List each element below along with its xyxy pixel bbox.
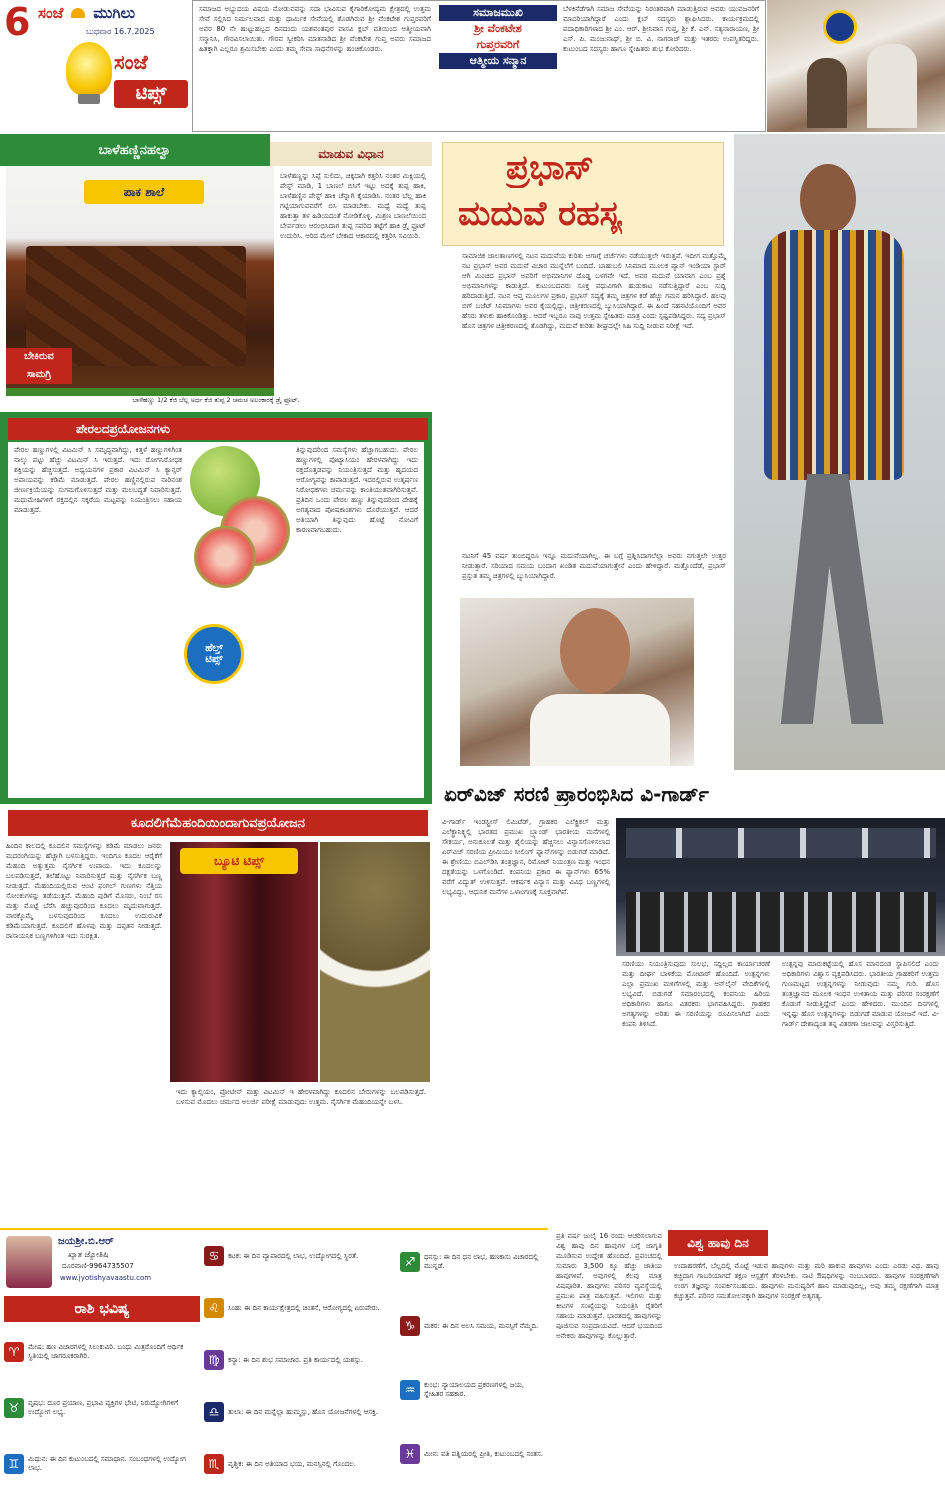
zodiac-12-icon: ♓ <box>400 1444 420 1464</box>
guava-photo <box>190 446 290 596</box>
horoscope-text: ಮೇಷ: ಹಣ ವಿಚಾರಗಳಲ್ಲಿ ಸಿಲುಕುವಿರಿ. ಬಂಧು ಮಿತ್ರರೊಂದಿಗೆ ಆರ್ಥಿಕ ಸ್ಥಿತಿಯಲ್ಲಿ ಜಾಗರೂಕರಾಗಿರಿ. <box>28 1343 184 1360</box>
snake-col2: ಉದಾಹರಣೆಗೆ, ಬೆಲ್ಲದಲ್ಲಿ ಮೊಟ್ಟೆ ಇಡುವ ಹಾವುಗಳು ಮತ್ತು ಮರಿ ಹಾಕುವ ಹಾವುಗಳು ಎಂದು ಎರಡು ವಿಧ. ಹಾವು ಕಚ್ಚಿದಾಗ ಗಾಬರಿಯಾಗದೆ ತಕ್ಷಣ ಆಸ್ಪತ್ರೆಗೆ ತೆರಳಬೇಕು. ನಾಟಿ ಔಷಧಿಗಳನ್ನು ನಂಬಬಾರದು. ಹಾವುಗಳ ಸಂರಕ್ಷಣೆಗಾಗಿ ಉರಗ ತಜ್ಞರನ್ನು ಸಂಪರ್ಕಿಸಬಹುದು. ಹಾವುಗಳು ಮನುಷ್ಯರಿಗೆ ಹಾನಿ ಮಾಡುವುದಿಲ್ಲ, ಅವು ತಮ್ಮ ರಕ್ಷಣೆಗಾಗಿ ಮಾತ್ರ ಕಚ್ಚುತ್ತವೆ. ಪರಿಸರ ಸಮತೋಲನಕ್ಕಾಗಿ ಹಾವುಗಳ ಸಂರಕ್ಷಣೆ ಅತ್ಯಗತ್ಯ. <box>674 1262 939 1300</box>
horoscope-text: ತುಲಾ: ಈ ದಿನ ಮನ್ನೆಲ್ಲಾ ಹುಮ್ಮಸ್ಸು, ಹೊಸ ಯೋಜನೆಗಳಲ್ಲಿ ಆಸಕ್ತಿ. <box>228 1407 379 1416</box>
leg-figure <box>816 474 883 724</box>
horoscope-item <box>200 1334 396 1386</box>
top-story-col1: ಸಮಾಜದ ಅಭ್ಯುದಯ ವಿಷಯ ನೋಡುವವನ್ನು ಸದಾ ಭಾವಿಸುವ ಕೈಗಾರಿಕೋದ್ಯಮ ಕ್ಷೇತ್ರದಲ್ಲಿ ಉತ್ತಮ ಸೇವೆ ಸಲ್ಲಿಸಿದ ನಿರ್ಮಲವಾದ ಮತ್ತು ಧಾರ್ಮಿಕ ಸೇವೆಯಲ್ಲಿ ತೊಡಗಿರುವ ಶ್ರೀ ವೆಂಕಟೇಶ ಗುಪ್ತರವರಿಗೆ ಅವರ 80 ನೇ ಹುಟ್ಟುಹಬ್ಬದ ದಿನದಂದು ಯಶವಂತಪುರ ವಾಸವಿ ಕ್ಲಬ್ ವತಿಯಿಂದ ಆತ್ಮೀಯವಾಗಿ ಸನ್ಮಾನಿಸಿ, ಗೌರವಿಸಲಾಯಿತು. ಗೌರವ ಸ್ವೀಕರಿಸಿ ಮಾತನಾಡಿದ ಶ್ರೀ ವೆಂಕಟೇಶ ಗುಪ್ತ ಅವರು ಸಮಾಜದ ಹಿತಕ್ಕಾಗಿ ಎಲ್ಲರೂ ಶ್ರಮಿಸಬೇಕು ಎಂದು ತಮ್ಮ ಸೇವಾ ಸಾಧನೆಗಳನ್ನು ಹಂಚಿಕೊಂಡರು. <box>199 5 431 53</box>
recipe-subtitle: ಮಾಡುವ ವಿಧಾನ <box>270 142 432 166</box>
pak-shale-label: ಪಾಕ ಶಾಲೆ <box>84 180 204 204</box>
astrologer-name: ಜಯಶ್ರೀ.ಬಿ.ಆರ್ <box>58 1236 114 1247</box>
horoscope-text: ಕನ್ಯಾ: ಈ ದಿನ ಶುಭ ಸಮಾಚಾರ. ಪ್ರತಿ ಕಾರ್ಯದಲ್ಲಿ ಯಶಸ್ಸು. <box>228 1355 364 1364</box>
top-story <box>192 0 766 132</box>
shirt-figure <box>530 694 670 766</box>
vguard-title: ಏರ್‌ವಿಜ್ ಸರಣಿ ಪ್ರಾರಂಭಿಸಿದ ವಿ-ಗಾರ್ಡ್ <box>444 782 709 806</box>
guava-col2: ತಿನ್ನುವುದರಿಂದ ಸಮಸ್ಯೆಗಳು ಹೆಚ್ಚಾಗಬಹುದು. ಪೇರಲ ಹಣ್ಣುಗಳಲ್ಲಿ ಪೊಟ್ಯಾಸಿಯಂ ಹೇರಳವಾಗಿದ್ದು ಇದು ರಕ್ತದೊತ್ತಡವನ್ನು ನಿಯಂತ್ರಿಸುತ್ತದೆ ಮತ್ತು ಹೃದಯದ ಆರೋಗ್ಯವನ್ನು ಕಾಪಾಡುತ್ತದೆ. ಇದರಲ್ಲಿರುವ ಉತ್ಕರ್ಷಣ ನಿರೋಧಕಗಳು ಚರ್ಮವನ್ನು ಕಾಂತಿಯುತವಾಗಿರಿಸುತ್ತವೆ. ಪ್ರತಿದಿನ ಒಂದು ಪೇರಲ ಹಣ್ಣು ತಿನ್ನುವುದರಿಂದ ದೇಹಕ್ಕೆ ಅಗತ್ಯವಾದ ಪೋಷಕಾಂಶಗಳು ದೊರೆಯುತ್ತವೆ. ಆದರೆ ಅತಿಯಾಗಿ ತಿನ್ನುವುದು ಹೊಟ್ಟೆ ನೋವಿಗೆ ಕಾರಣವಾಗಬಹುದು. <box>296 446 418 534</box>
top-story-heading: ಸಮಾಜಮುಖಿ ಶ್ರೀ ವೆಂಕಟೇಶ ಗುಪ್ತರವರಿಗೆ ಆತ್ಮೀಯ ಸನ್ಮಾನ <box>439 5 557 71</box>
beauty-tips-badge: ಬ್ಯೂಟಿ ಟಿಪ್ಸ್ <box>180 848 298 874</box>
astrologer-photo <box>6 1236 52 1288</box>
guava-col1: ಪೇರಲ ಹಣ್ಣುಗಳಲ್ಲಿ ವಿಟಮಿನ್ ಸಿ ಸಮೃದ್ಧವಾಗಿದ್ದು, ಕಿತ್ತಳೆ ಹಣ್ಣುಗಳಿಗಿಂತ ನಾಲ್ಕು ಪಟ್ಟು ಹೆಚ್ಚು ವಿಟಮಿನ್ ಸಿ ಇರುತ್ತದೆ. ಇದು ರೋಗನಿರೋಧಕ ಶಕ್ತಿಯನ್ನು ಹೆಚ್ಚಿಸುತ್ತದೆ. ಅಧ್ಯಯನಗಳ ಪ್ರಕಾರ ವಿಟಮಿನ್ ಸಿ ಕ್ಯಾನ್ಸರ್ ಅಪಾಯವನ್ನು ಕಡಿಮೆ ಮಾಡುತ್ತದೆ. ಪೇರಲ ಹಣ್ಣಿನಲ್ಲಿರುವ ನಾರಿನಂಶ ಜೀರ್ಣಕ್ರಿಯೆಯನ್ನು ಸುಗಮಗೊಳಿಸುತ್ತದೆ ಮತ್ತು ಮಲಬದ್ಧತೆ ನಿವಾರಿಸುತ್ತದೆ. ಮಧುಮೇಹಿಗಳಿಗೆ ರಕ್ತದಲ್ಲಿನ ಸಕ್ಕರೆಯ ಮಟ್ಟವನ್ನು ನಿಯಂತ್ರಿಸಲು ಸಹಾಯ ಮಾಡುತ್ತದೆ. <box>14 446 182 514</box>
horoscope-item <box>0 1324 200 1380</box>
sun-icon <box>71 8 85 18</box>
vguard-col1: ವಿ-ಗಾರ್ಡ್ ಇಂಡಸ್ಟ್ರೀಸ್ ಲಿಮಿಟೆಡ್, ಗ್ರಾಹಕರ ಎಲೆಕ್ಟ್ರಿಕಲ್ ಮತ್ತು ಎಲೆಕ್ಟ್ರಾನಿಕ್ಸ್ನಲ್ಲಿ ಭಾರತದ ಪ್ರಮುಖ ಬ್ರ್ಯಾಂಡ್ ಭಾರತೀಯ ಮನೆಗಳಲ್ಲಿ ಸೌಕರ್ಯ, ಅನುಕೂಲತೆ ಮತ್ತು ಶೈಲಿಯನ್ನು ಹೆಚ್ಚಿಸಲು ವಿನ್ಯಾಸಗೊಳಿಸಲಾದ ಏರ್‌ವಿಜ್ ಸರಣಿಯ ಪ್ರೀಮಿಯಂ ಸೀಲಿಂಗ್ ಫ್ಯಾನ್‌ಗಳನ್ನು ಬಿಡುಗಡೆ ಮಾಡಿದೆ. ಈ ಶ್ರೇಣಿಯು ಬಿಎಲ್‌ಡಿಸಿ ತಂತ್ರಜ್ಞಾನ, ರಿಮೋಟ್ ನಿಯಂತ್ರಣ ಮತ್ತು ಇಂಧನ ದಕ್ಷತೆಯನ್ನು ಒಳಗೊಂಡಿದೆ. ಕಂಪನಿಯ ಪ್ರಕಾರ ಈ ಫ್ಯಾನ್‌ಗಳು 65% ವರೆಗೆ ವಿದ್ಯುತ್ ಉಳಿಸುತ್ತವೆ. ಆಕರ್ಷಕ ವಿನ್ಯಾಸ ಮತ್ತು ವಿವಿಧ ಬಣ್ಣಗಳಲ್ಲಿ ಲಭ್ಯವಿದ್ದು, ಆಧುನಿಕ ಮನೆಗಳ ಒಳಾಂಗಣಕ್ಕೆ ಸೂಕ್ತವಾಗಿವೆ. <box>442 818 610 896</box>
guava-half <box>194 526 256 588</box>
snake-day-title: ವಿಶ್ವ ಹಾವು ದಿನ <box>668 1230 768 1256</box>
head-figure <box>800 164 856 234</box>
recipe-method: ಬಾಳೆಹಣ್ಣನ್ನು ಸಿಪ್ಪೆ ಸುಲಿದು, ಚಿಕ್ಕದಾಗಿ ಕತ್ತರಿಸಿ ನಂತರ ಮಿಕ್ಸಿಯಲ್ಲಿ ಪೇಸ್ಟ್ ಮಾಡಿ, 1 ಬಾಣಲೆ ಬಿಸಿಗೆ ಇಟ್ಟು ಅದಕ್ಕೆ ತುಪ್ಪ ಹಾಕಿ, ಬಾಳೆಹಣ್ಣಿನ ಪೇಸ್ಟ್ ಹಾಕಿ ಚೆನ್ನಾಗಿ ಕೈಯಾಡಿಸಿ. ನಂತರ ಬೆಲ್ಲ ಹಾಕಿ ಗಟ್ಟಿಯಾಗುವವರೆಗೆ ಬಿಸಿ ಮಾಡಬೇಕು. ಮಧ್ಯೆ ಮಧ್ಯೆ ತುಪ್ಪ ಹಾಕುತ್ತಾ ತಳ ಹಿಡಿಯದಂತೆ ನೋಡಿಕೊಳ್ಳಿ. ಮಿಶ್ರಣ ಬಾಣಲೆಯಿಂದ ಬೇರ್ಪಡಲು ಆರಂಭಿಸಿದಾಗ ತುಪ್ಪ ಸವರಿದ ತಟ್ಟೆಗೆ ಹಾಕಿ ಡ್ರೈ ಫ್ರೂಟ್ ಉದುರಿಸಿ. ಆರಿದ ಮೇಲೆ ಬೇಕಾದ ಆಕಾರದಲ್ಲಿ ಕತ್ತರಿಸಿ ಸವಿಯಿರಿ. <box>280 172 426 240</box>
zodiac-5-icon: ♌ <box>204 1298 224 1318</box>
vguard-col3: ಉತ್ಪನ್ನವು ಮಾರುಕಟ್ಟೆಯಲ್ಲಿ ಹೊಸ ಮಾನದಂಡ ಸ್ಥಾಪಿಸಲಿದೆ ಎಂದು ಅಧಿಕಾರಿಗಳು ವಿಶ್ವಾಸ ವ್ಯಕ್ತಪಡಿಸಿದರು. ಭಾರತೀಯ ಗ್ರಾಹಕರಿಗೆ ಉತ್ತಮ ಗುಣಮಟ್ಟದ ಉತ್ಪನ್ನಗಳನ್ನು ನೀಡುವುದು ನಮ್ಮ ಗುರಿ. ಹೊಸ ತಂತ್ರಜ್ಞಾನದ ಮೂಲಕ ಇಂಧನ ಉಳಿತಾಯ ಮತ್ತು ಪರಿಸರ ಸಂರಕ್ಷಣೆಗೆ ಕೊಡುಗೆ ನೀಡುತ್ತಿದ್ದೇವೆ ಎಂದು ಹೇಳಿದರು. ಮುಂದಿನ ದಿನಗಳಲ್ಲಿ ಇನ್ನಷ್ಟು ಹೊಸ ಉತ್ಪನ್ನಗಳನ್ನು ಬಿಡುಗಡೆ ಮಾಡುವ ಯೋಜನೆ ಇದೆ. ವಿ-ಗಾರ್ಡ್ ದೇಶಾದ್ಯಂತ ತನ್ನ ವಿತರಣಾ ಜಾಲವನ್ನು ವಿಸ್ತರಿಸುತ್ತಿದೆ. <box>782 960 939 1028</box>
ingredients-label: ಬೇಕಿರುವ ಸಾಮಗ್ರಿ <box>6 348 72 384</box>
zodiac-8-icon: ♏ <box>204 1454 224 1474</box>
bulb-base <box>78 94 100 104</box>
horoscope-text: ಕುಂಭ: ನ್ಯಾಯಾಲಯದ ಪ್ರಕರಣಗಳಲ್ಲಿ ಜಯ, ಸ್ನೇಹಿತರ ಸಹಕಾರ. <box>424 1381 525 1398</box>
guava-content <box>8 442 424 798</box>
stage-screen <box>626 828 936 858</box>
horoscope-item <box>200 1438 396 1490</box>
zodiac-7-icon: ♎ <box>204 1402 224 1422</box>
zodiac-10-icon: ♑ <box>400 1316 420 1336</box>
prabhas-portrait <box>460 598 694 766</box>
plaid-shirt-figure <box>764 230 904 480</box>
horoscope-text: ಮಿಥುನ: ಈ ದಿನ ಕುಟುಂಬದಲ್ಲಿ ಸಮಾಧಾನ. ಸಂಬಂಧಗಳಲ್ಲಿ ಉದ್ಯೋಗ ಲಾಭ. <box>28 1455 186 1472</box>
top-story-col1b <box>439 73 557 131</box>
person-figure <box>807 58 847 128</box>
mehendi-col1: ಹಿಂದಿನ ಕಾಲದಲ್ಲಿ ಕೂದಲಿನ ಸಮಸ್ಯೆಗಳನ್ನು ಕಡಿಮೆ ಮಾಡಲು ಜನರು ಮದರಂಗಿಯನ್ನು ಹೆಚ್ಚಾಗಿ ಬಳಸುತ್ತಿದ್ದರು. ಇಂದಿಗೂ ಕೂದಲ ಆರೈಕೆಗೆ ಮೆಹಂದಿ ಅತ್ಯುತ್ತಮ ನೈಸರ್ಗಿಕ ಉಪಾಯ. ಇದು ಕೂದಲನ್ನು ಬಲಪಡಿಸುತ್ತದೆ, ತಲೆಹೊಟ್ಟು ನಿವಾರಿಸುತ್ತದೆ ಮತ್ತು ನೈಸರ್ಗಿಕ ಬಣ್ಣ ನೀಡುತ್ತದೆ. ಮೆಹಂದಿಯಲ್ಲಿರುವ ಆಂಟಿ ಫಂಗಲ್ ಗುಣಗಳು ನೆತ್ತಿಯ ಸೋಂಕುಗಳನ್ನು ತಡೆಯುತ್ತವೆ. ಮೆಹಂದಿ ಪುಡಿಗೆ ಮೊಸರು, ನಿಂಬೆ ರಸ ಮತ್ತು ಮೊಟ್ಟೆ ಬೆರೆಸಿ ಹಚ್ಚುವುದರಿಂದ ಕೂದಲು ಮೃದುವಾಗುತ್ತದೆ. ವಾರಕ್ಕೊಮ್ಮೆ ಬಳಸುವುದರಿಂದ ಕೂದಲು ಉದುರುವಿಕೆ ಕಡಿಮೆಯಾಗುತ್ತದೆ. ಕೂದಲಿಗೆ ಹೊಳಪು ಮತ್ತು ದಪ್ಪತನ ನೀಡುತ್ತದೆ. ರಾಸಾಯನಿಕ ಬಣ್ಣಗಳಿಗಿಂತ ಇದು ಸುರಕ್ಷಿತ. <box>6 842 162 940</box>
felicitation-photo <box>767 0 945 132</box>
zodiac-4-icon: ♋ <box>204 1246 224 1266</box>
prabhas-body2: ನಟನಿಗೆ 45 ವರ್ಷ ತುಂಬಿದ್ದರೂ ಇನ್ನೂ ಮದುವೆಯಾಗಿಲ್ಲ. ಈ ಬಗ್ಗೆ ಪ್ರಶ್ನಿಸಿದಾಗಲೆಲ್ಲಾ ಅವರು ನಗುತ್ತಲೇ ಉತ್ತರ ನೀಡುತ್ತಾರೆ. ಸರಿಯಾದ ಸಮಯ ಬಂದಾಗ ಖಂಡಿತ ಮದುವೆಯಾಗುತ್ತೇನೆ ಎಂದು ಹೇಳಿದ್ದಾರೆ. ಮತ್ತೊಂದೆಡೆ, ಪ್ರಭಾಸ್ ಪ್ರಸ್ತುತ ತಮ್ಮ ಚಿತ್ರಗಳಲ್ಲಿ ಬ್ಯುಸಿಯಾಗಿದ್ದಾರೆ. <box>462 552 726 580</box>
person-figure <box>867 44 917 128</box>
astrology-section <box>0 1228 548 1490</box>
mehendi-section <box>0 806 436 1226</box>
health-tips-badge: ಹೆಲ್ತ್ ಟಿಪ್ಸ್ <box>184 624 244 684</box>
prabhas-fullbody-photo <box>734 134 945 770</box>
astrologer-web: www.jyotishyavaastu.com <box>60 1274 152 1282</box>
astrologer-phone: ದೂರವಾಣಿ-9964735507 <box>62 1262 134 1270</box>
horoscope-item <box>396 1358 548 1422</box>
hair-photo <box>170 842 318 1082</box>
people-row <box>626 892 936 952</box>
prabhas-title-2: ಮದುವೆ ರಹಸ್ಯ <box>458 194 623 234</box>
vguard-col2: ಸರಣಿಯು ನಿಯಂತ್ರಿಸುವುದು ಸುಲಭ, ಸದ್ದಿಲ್ಲದ ಕಾರ್ಯಾಚರಣೆ ಮತ್ತು ದೀರ್ಘ ಬಾಳಿಕೆಯ ಮೋಟಾರ್ ಹೊಂದಿದೆ. ಉತ್ಪನ್ನಗಳು ಎಲ್ಲಾ ಪ್ರಮುಖ ಮಳಿಗೆಗಳಲ್ಲಿ ಮತ್ತು ಆನ್‌ಲೈನ್ ವೇದಿಕೆಗಳಲ್ಲಿ ಲಭ್ಯವಿದೆ. ಬಿಡುಗಡೆ ಸಮಾರಂಭದಲ್ಲಿ ಕಂಪನಿಯ ಹಿರಿಯ ಅಧಿಕಾರಿಗಳು ಹಾಗೂ ವಿತರಕರು ಭಾಗವಹಿಸಿದ್ದರು. ಗ್ರಾಹಕರ ಅಗತ್ಯಗಳನ್ನು ಅರಿತು ಈ ಸರಣಿಯನ್ನು ರೂಪಿಸಲಾಗಿದೆ ಎಂದು ಕಂಪನಿ ತಿಳಿಸಿದೆ. <box>622 960 770 1028</box>
date: ಬುಧವಾರ 16.7.2025 <box>86 27 155 36</box>
guava-title: ಪೇರಲದಪ್ರಯೋಜನಗಳು <box>8 418 428 440</box>
mehendi-title: ಕೂದಲಿಗೆಮೆಹಂದಿಯಿಂದಾಗುವಪ್ರಯೋಜನ <box>8 810 428 836</box>
snake-col1: ಪ್ರತಿ ವರ್ಷ ಜುಲೈ 16 ರಂದು ಆಚರಿಸಲಾಗುವ ವಿಶ್ವ ಹಾವು ದಿನ ಹಾವುಗಳ ಬಗ್ಗೆ ಜಾಗೃತಿ ಮೂಡಿಸುವ ಉದ್ದೇಶ ಹೊಂದಿದೆ. ಪ್ರಪಂಚದಲ್ಲಿ ಸುಮಾರು 3,500 ಕ್ಕೂ ಹೆಚ್ಚು ಜಾತಿಯ ಹಾವುಗಳಿವೆ. ಅವುಗಳಲ್ಲಿ ಕೆಲವು ಮಾತ್ರ ವಿಷಪೂರಿತ. ಹಾವುಗಳು ಪರಿಸರ ವ್ಯವಸ್ಥೆಯಲ್ಲಿ ಪ್ರಮುಖ ಪಾತ್ರ ವಹಿಸುತ್ತವೆ. ಇಲಿಗಳು ಮತ್ತು ಕೀಟಗಳ ಸಂಖ್ಯೆಯನ್ನು ನಿಯಂತ್ರಿಸಿ ರೈತರಿಗೆ ಸಹಾಯ ಮಾಡುತ್ತವೆ. ಭಾರತದಲ್ಲಿ ಹಾವುಗಳನ್ನು ಪೂಜಿಸುವ ಸಂಪ್ರದಾಯವಿದೆ. ಆದರೆ ಭಯದಿಂದ ಅನೇಕರು ಹಾವುಗಳನ್ನು ಕೊಲ್ಲುತ್ತಾರೆ. <box>556 1232 662 1340</box>
prabhas-body: ಸಾಮಾಜಿಕ ಜಾಲತಾಣಗಳಲ್ಲಿ ನಟನ ಮದುವೆಯ ಕುರಿತು ಆಗಾಗ್ಗೆ ಚರ್ಚೆಗಳು ನಡೆಯುತ್ತಲೇ ಇರುತ್ತವೆ. ಇದೀಗ ಮತ್ತೊಮ್ಮೆ ನಟ ಪ್ರಭಾಸ್ ಅವರ ಮದುವೆ ವಿಚಾರ ಮುನ್ನೆಲೆಗೆ ಬಂದಿದೆ. ಬಾಹುಬಲಿ ಸಿನಿಮಾದ ಮೂಲಕ ಪ್ಯಾನ್ ಇಂಡಿಯಾ ಸ್ಟಾರ್ ಆಗಿ ಮಿಂಚಿದ ಪ್ರಭಾಸ್ ಅವರಿಗೆ ಅಭಿಮಾನಿಗಳ ದೊಡ್ಡ ಬಳಗವೇ ಇದೆ. ಅವರ ಮದುವೆ ಯಾವಾಗ ಎಂಬ ಪ್ರಶ್ನೆ ಅಭಿಮಾನಿಗಳನ್ನು ಕಾಡುತ್ತಿದೆ. ಕುಟುಂಬದವರು ಸೂಕ್ತ ವಧುವಿಗಾಗಿ ಹುಡುಕಾಟ ನಡೆಸುತ್ತಿದ್ದಾರೆ ಎಂಬ ಸುದ್ದಿ ಹರಿದಾಡುತ್ತಿದೆ. ನಟನ ಆಪ್ತ ಮೂಲಗಳ ಪ್ರಕಾರ, ಪ್ರಭಾಸ್ ಸದ್ಯಕ್ಕೆ ತಮ್ಮ ಚಿತ್ರಗಳ ಕಡೆ ಹೆಚ್ಚು ಗಮನ ಹರಿಸಿದ್ದಾರೆ. ಹಲವು ಬಿಗ್ ಬಜೆಟ್ ಸಿನಿಮಾಗಳು ಅವರ ಕೈಯಲ್ಲಿದ್ದು, ಚಿತ್ರೀಕರಣದಲ್ಲಿ ಬ್ಯುಸಿಯಾಗಿದ್ದಾರೆ. ಈ ಹಿಂದೆ ಸಹನಟಿಯೊಂದಿಗೆ ಅವರ ಹೆಸರು ತಳುಕು ಹಾಕಿಕೊಂಡಿತ್ತು. ಆದರೆ ಇಬ್ಬರೂ ನಾವು ಉತ್ತಮ ಸ್ನೇಹಿತರು ಮಾತ್ರ ಎಂದು ಸ್ಪಷ್ಟಪಡಿಸಿದ್ದರು. ಸದ್ಯ ಪ್ರಭಾಸ್ ಹೊಸ ಚಿತ್ರಗಳ ಚಿತ್ರೀಕರಣದಲ್ಲಿ ತೊಡಗಿದ್ದು, ಮದುವೆ ಕುರಿತು ಶೀಘ್ರದಲ್ಲೇ ಸಿಹಿ ಸುದ್ದಿ ನೀಡುವ ನಿರೀಕ್ಷೆ ಇದೆ. <box>462 252 726 330</box>
horoscope-text: ಮಕರ: ಈ ದಿನ ಅಲಸಿ ಸಮಯ, ಮನಸ್ಸಿಗೆ ನೆಮ್ಮದಿ. <box>424 1321 539 1330</box>
signs-column-3 <box>396 1230 548 1490</box>
zodiac-9-icon: ♐ <box>400 1252 420 1272</box>
horoscope-item <box>200 1386 396 1438</box>
horoscope-item <box>396 1294 548 1358</box>
zodiac-6-icon: ♍ <box>204 1350 224 1370</box>
horoscope-item <box>0 1380 200 1436</box>
astrologer-role: ಖ್ಯಾತ ಜ್ಯೋತಿಷಿ <box>68 1250 109 1259</box>
signs-column-1 <box>0 1324 200 1490</box>
face-figure <box>560 608 630 694</box>
ingredients-text: ಬಾಳೆಹಣ್ಣು 1/2 ಕೆಜಿ ಬೆಲ್ಲ ಅರ್ಧ ಕೆಜಿ ತುಪ್ಪ 2 ಚಮಚ ಅಲಂಕಾರಕ್ಕೆ ಡ್ರೈ ಫ್ರೂಟ್. <box>6 396 426 410</box>
horoscope-text: ಕಟಕ: ಈ ದಿನ ವ್ಯಾಪಾರದಲ್ಲಿ ಲಾಭ, ಉದ್ಯೋಗದಲ್ಲಿ ಸ್ಥಿರತೆ. <box>228 1251 359 1260</box>
vguard-section <box>436 770 945 1222</box>
horoscope-item <box>200 1230 396 1282</box>
prabhas-section <box>436 134 945 770</box>
horoscope-text: ಸಿಂಹ: ಈ ದಿನ ಕಾರ್ಯಕ್ಷೇತ್ರದಲ್ಲಿ ಚಿಂತನೆ, ಆರೋಗ್ಯದಲ್ಲಿ ಏರುಪೇರು. <box>228 1303 380 1312</box>
horoscope-item <box>396 1422 548 1486</box>
zodiac-11-icon: ♒ <box>400 1380 420 1400</box>
horoscope-title: ರಾಶಿ ಭವಿಷ್ಯ <box>4 1296 200 1322</box>
signs-column-2 <box>200 1230 396 1490</box>
paper-name: ಸಂಜೆ ಮುಗಿಲು <box>38 4 136 22</box>
launch-event-photo <box>616 818 945 956</box>
horoscope-item <box>200 1282 396 1334</box>
horoscope-text: ಧನಸ್ಸು: ಈ ದಿನ ಧನ ಲಾಭ, ಹಣಕಾಸು ವಿಚಾರದಲ್ಲಿ ಮುನ್ನಡೆ. <box>424 1253 539 1270</box>
zodiac-1-icon: ♈ <box>4 1342 24 1362</box>
horoscope-text: ಮೀನ: ಪತಿ ಪತ್ನಿಯರಲ್ಲಿ ಪ್ರೀತಿ, ಕುಟುಂಬದಲ್ಲಿ ಸಂತಸ. <box>424 1449 543 1458</box>
horoscope-item <box>396 1230 548 1294</box>
horoscope-text: ವೃಷಭ: ದೂರ ಪ್ರಯಾಣ, ಪ್ರಭಾವಿ ವ್ಯಕ್ತಿಗಳ ಭೇಟಿ, ನಿರುದ್ಯೋಗಿಗಳಿಗೆ ಉದ್ಯೋಗ ಲಭ್ಯ. <box>28 1399 179 1416</box>
henna-paste-photo <box>320 842 430 1082</box>
top-story-col2: ಬೆಳಕಿನೆಡೆಗಾಗಿ ಸಮಾಜ ಸೇವೆಯನ್ನು ನಿರಂತರವಾಗಿ ಮಾಡುತ್ತಿರುವ ಅವರು ಯುವಜನರಿಗೆ ಮಾದರಿಯಾಗಿದ್ದಾರೆ ಎಂದು ಕ್ಲಬ್ ಸದಸ್ಯರು ಶ್ಲಾಘಿಸಿದರು. ಕಾರ್ಯಕ್ರಮದಲ್ಲಿ ಪದಾಧಿಕಾರಿಗಳಾದ ಶ್ರೀ ಎಂ. ಆರ್. ಶ್ರೀನಿವಾಸ ಗುಪ್ತ, ಶ್ರೀ ಕೆ. ಎನ್. ಸತ್ಯನಾರಾಯಣ, ಶ್ರೀ ಎಸ್. ಪಿ. ಮಂಜುನಾಥ್, ಶ್ರೀ ಬಿ. ವಿ. ನಾಗರಾಜ್ ಮತ್ತು ಇತರರು ಉಪಸ್ಥಿತರಿದ್ದರು. ಕುಟುಂಬದ ಸದಸ್ಯರು ಹಾಗೂ ಸ್ನೇಹಿತರು ಶುಭ ಕೋರಿದರು. <box>563 5 759 53</box>
horoscope-item <box>0 1436 200 1490</box>
zodiac-3-icon: ♊ <box>4 1454 24 1474</box>
snake-day-section <box>550 1226 945 1490</box>
recipe-section <box>0 134 432 412</box>
tips-title-1: ಸಂಜೆ <box>114 50 148 74</box>
zodiac-2-icon: ♉ <box>4 1398 24 1418</box>
guava-section <box>0 412 432 804</box>
prabhas-title-1: ಪ್ರಭಾಸ್ <box>506 148 594 188</box>
page-number: 6 <box>4 0 31 44</box>
mehendi-col2: ಇದು ಕ್ಯಾಲ್ಸಿಯಂ, ಪ್ರೋಟೀನ್ ಮತ್ತು ವಿಟಮಿನ್ ಇ ಹೇರಳವಾಗಿದ್ದು ಕೂದಲಿನ ಬೇರುಗಳನ್ನು ಬಲಪಡಿಸುತ್ತದೆ. ಬಳಸುವ ಮೊದಲು ಚರ್ಮದ ಅಲರ್ಜಿ ಪರೀಕ್ಷೆ ಮಾಡುವುದು ಉತ್ತಮ. ನೈಸರ್ಗಿಕ ಮೆಹಂದಿಯನ್ನೇ ಬಳಸಿ. <box>176 1088 426 1106</box>
horoscope-text: ವೃಶ್ಚಿಕ: ಈ ದಿನ ಅತಿಯಾದ ಭಯ, ಮನಸ್ಸಿನಲ್ಲಿ ಗೊಂದಲ. <box>228 1459 356 1468</box>
tips-title-2: ಟಿಪ್ಸ್ <box>114 80 188 108</box>
bulb-icon <box>66 42 112 96</box>
recipe-title: ಬಾಳೆಹಣ್ಣಿನಹಲ್ವಾ <box>0 134 270 166</box>
club-logo-icon <box>823 10 857 44</box>
masthead <box>0 0 192 132</box>
